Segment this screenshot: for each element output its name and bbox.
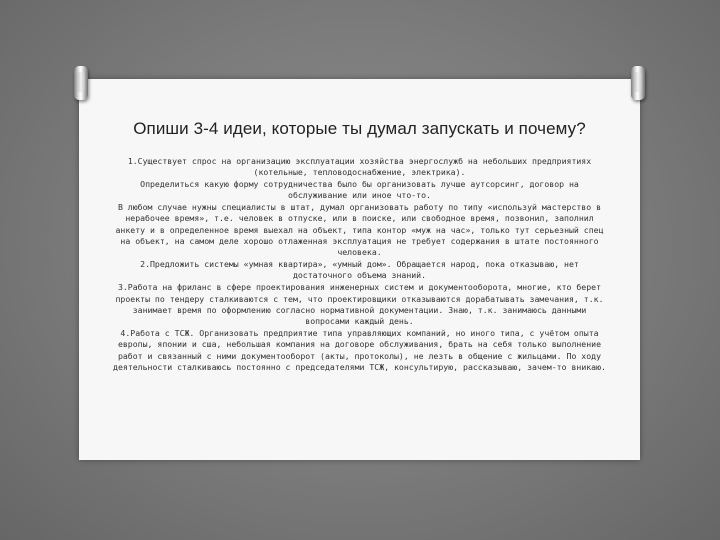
left-pin-icon (74, 66, 88, 100)
paragraph-5: 3.Работа на фриланс в сфере проектирования инженерных систем и документооборота, многие, кто берет проекты по тендеру сталкиваются с тем, что проектировщики отказываются дорабатывать замечания, т.к. занимает время по оформлению согласно нормативной документации. Знаю, т.к. занимаюсь данными вопросами каждый день. (115, 282, 604, 327)
right-pin-icon (631, 66, 645, 100)
paragraph-3: В любом случае нужны специалисты в штат, думал организовать работу по типу «используй мастерство в нерабочее время», т.е. человек в отпуске, или в поиске, или свободное время, позвонил, заполнил анкету и в определенное время выехал на объект, типа контор «муж на час», только тут серьезный спец на объект, на самом деле хорошо отлаженная эксплуатация не требует содержания в штате постоянного человека. (115, 202, 604, 258)
paragraph-1: 1.Существует спрос на организацию эксплуатации хозяйства энергослужб на небольших предприятиях (котельные, тепловодоснабжение, электрика). (127, 156, 592, 178)
slide-card (79, 79, 640, 460)
paragraph-4: 2.Предложить системы «умная квартира», «умный дом». Обращается народ, пока отказываю, нет достаточного объема знаний. (140, 259, 579, 281)
paragraph-6: 4.Работа с ТСЖ. Организовать предприятие типа управляющих компаний, но иного типа, с учётом опыта европы, японии и сша, небольшая компания на договоре обслуживания, брать на себя только выполнение работ и связанный с ними документооборот (акты, протоколы), не лезть в общение с жильцами. По ходу деятельности сталкиваюсь постоянно с председателями ТСЖ, консультирую, рассказываю, зачем-то вникаю. (113, 327, 606, 372)
slide-body (109, 156, 610, 374)
slide-title: Опиши 3-4 идеи, которые ты думал запускать и почему? (133, 119, 586, 138)
paragraph-2: Определиться какую форму сотрудничества было бы организовать лучше аутсорсинг, договор на обслуживание или иное что-то. (140, 179, 579, 201)
